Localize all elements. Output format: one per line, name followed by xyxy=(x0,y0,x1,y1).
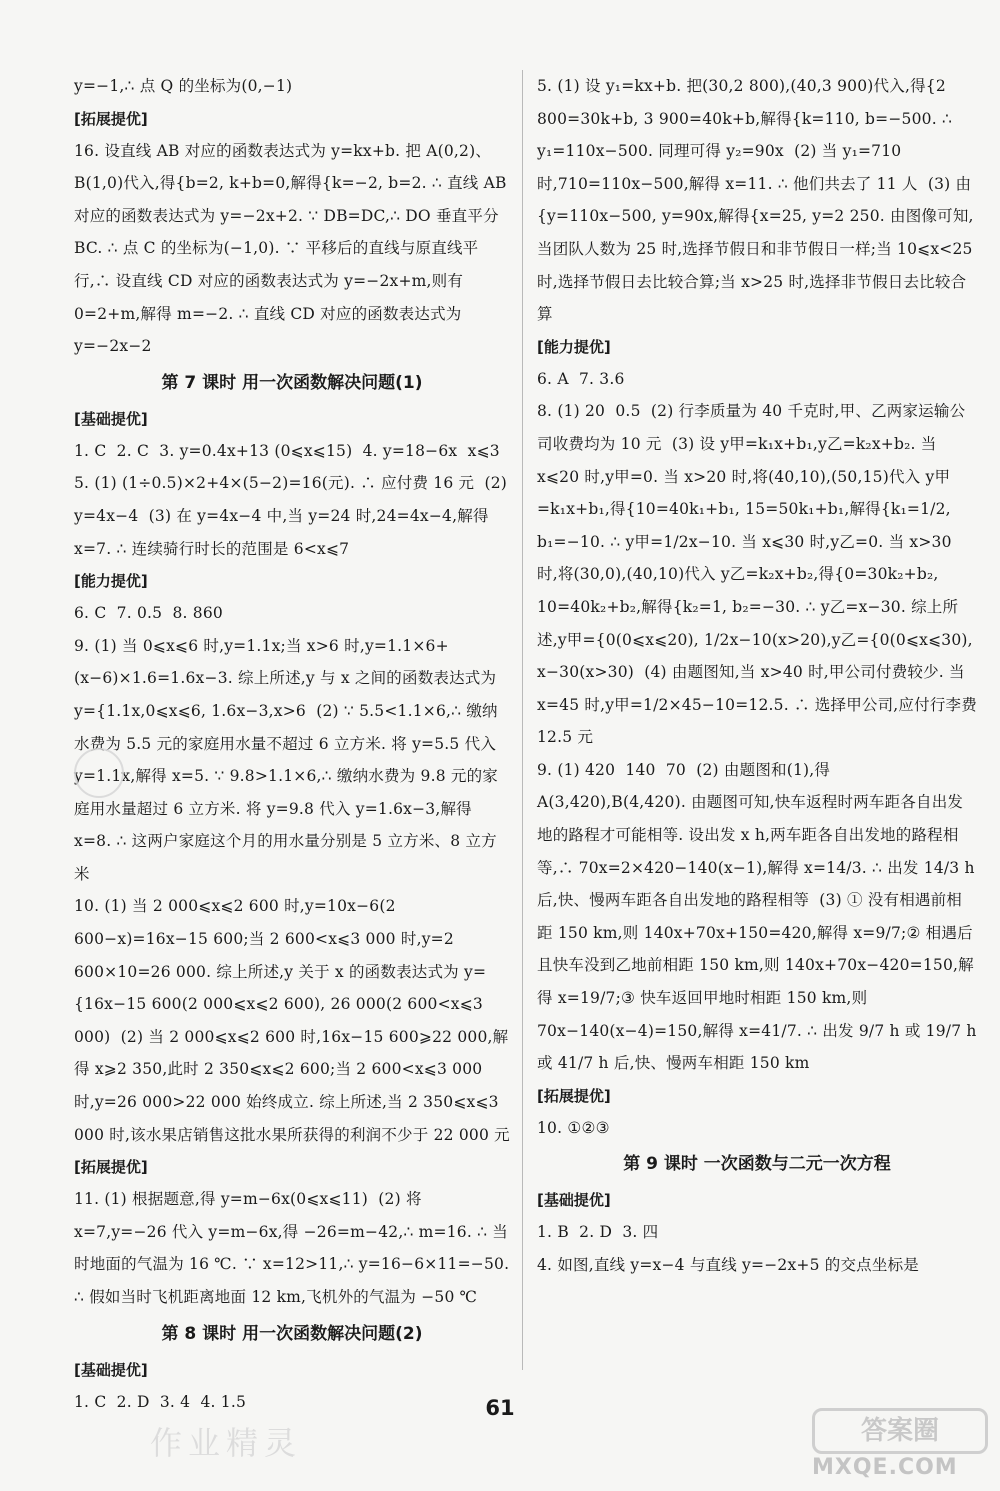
answer-paragraph: 9. (1) 当 0⩽x⩽6 时,y=1.1x;当 x>6 时,y=1.1×6+(x−6)×1.6=1.6x−3. 综上所述,y 与 x 之间的函数表达式为 y={1.1x,0⩽x⩽6, 1.6x−3,x>6 (2) ∵ 5.5<1.1×6,∴ 缴纳水费为 5.5 元的家庭用水量不超过 6 立方米. 将 y=5.5 代入 y=1.1x,解得 x=5. ∵ 9.8>1.1×6,∴ 缴纳水费为 9.8 元的家庭用水量超过 6 立方米. 将 y=9.8 代入 y=1.6x−3,解得 x=8. ∴ 这两户家庭这个月的用水量分别是 5 立方米、8 立方米 xyxy=(74,636,502,883)
section-tag: [能力提优] xyxy=(537,337,611,356)
answer-paragraph: 6. A 7. 3.6 xyxy=(537,369,625,388)
section-tag: [基础提优] xyxy=(537,1191,611,1210)
answer-paragraph: 1. C 2. D 3. 4 4. 1.5 xyxy=(74,1392,247,1411)
answer-paragraph: 11. (1) 根据题意,得 y=m−6x(0⩽x⩽11) (2) 将 x=7,y=−26 代入 y=m−6x,得 −26=m−42,∴ m=16. ∴ 当时地面的气温为 16 ℃. ∵ x=12>11,∴ y=16−6×11=−50. ∴ 假如当时飞机距离地面 12 km,飞机外的气温为 −50 ℃ xyxy=(74,1190,515,1306)
answer-paragraph: 5. (1) 设 y₁=kx+b. 把(30,2 800),(40,3 900)代入,得{2 800=30k+b, 3 900=40k+b,解得{k=110, b=−500. ∴ y₁=110x−500. 同理可得 y₂=90x (2) 当 y₁=710 时,710=110x−500,解得 x=11. ∴ 他们共去了 11 人 (3) 由{y=110x−500, y=90x,解得{x=25, y=2 250. 由图像可知,当团队人数为 25 时,选择节假日和非节假日一样;当 10⩽x<25 时,选择节假日去比较合算;当 x>25 时,选择非节假日去比较合算 xyxy=(537,77,978,324)
answer-paragraph: 5. (1) (1÷0.5)×2+4×(5−2)=16(元). ∴ 应付费 16 元 (2) y=4x−4 (3) 在 y=4x−4 中,当 y=24 时,24=4x−4,解得 x=7. ∴ 连续骑行时长的范围是 6<x⩽7 xyxy=(74,474,513,558)
section-tag: [基础提优] xyxy=(74,409,148,428)
answer-paragraph: 6. C 7. 0.5 8. 860 xyxy=(74,604,223,623)
left-column xyxy=(74,70,515,1418)
watermark-text: 作业精灵 xyxy=(150,1424,303,1462)
section-tag: [拓展提优] xyxy=(537,1086,611,1105)
watermark-logo: 答案圈 xyxy=(812,1408,988,1454)
lesson-heading: 第 9 课时 一次函数与二元一次方程 xyxy=(623,1154,891,1175)
answer-paragraph: 1. C 2. C 3. y=0.4x+13 (0⩽x⩽15) 4. y=18−6x x⩽3 xyxy=(74,441,500,460)
section-tag: [能力提优] xyxy=(74,572,148,591)
answer-paragraph: y=−1,∴ 点 Q 的坐标为(0,−1) xyxy=(74,77,293,95)
right-column xyxy=(537,70,983,1282)
page-number: 61 xyxy=(485,1396,515,1420)
answer-paragraph: 10. ①②③ xyxy=(537,1118,610,1137)
lesson-heading: 第 8 课时 用一次函数解决问题(2) xyxy=(161,1323,423,1344)
section-tag: [拓展提优] xyxy=(74,1158,148,1177)
answer-paragraph: 1. B 2. D 3. 四 xyxy=(537,1223,659,1242)
section-tag: [拓展提优] xyxy=(74,109,148,128)
section-tag: [基础提优] xyxy=(74,1360,148,1379)
answer-paragraph: 10. (1) 当 2 000⩽x⩽2 600 时,y=10x−6(2 600−x)=16x−15 600;当 2 600<x⩽3 000 时,y=2 600×10=26 000. 综上所述,y 关于 x 的函数表达式为 y={16x−15 600(2 000⩽x⩽2 600), 26 000(2 600<x⩽3 000) (2) 当 2 000⩽x⩽2 600 时,16x−15 600⩾22 000,解得 x⩾2 350,此时 2 350⩽x⩽2 600;当 2 600<x⩽3 000 时,y=26 000>22 000 始终成立. 综上所述,当 2 350⩽x⩽3 000 时,该水果店销售这批水果所获得的利润不少于 22 000 元 xyxy=(74,897,510,1144)
watermark-url: MXQE.COM xyxy=(812,1455,958,1480)
column-divider xyxy=(522,70,523,1370)
answer-paragraph: 16. 设直线 AB 对应的函数表达式为 y=kx+b. 把 A(0,2)、B(1,0)代入,得{b=2, k+b=0,解得{k=−2, b=2. ∴ 直线 AB 对应的函数表达式为 y=−2x+2. ∵ DB=DC,∴ DO 垂直平分 BC. ∴ 点 C 的坐标为(−1,0). ∵ 平移后的直线与原直线平行,∴ 设直线 CD 对应的函数表达式为 y=−2x+m,则有 0=2+m,解得 m=−2. ∴ 直线 CD 对应的函数表达式为 y=−2x−2 xyxy=(74,141,512,356)
answer-paragraph: 4. 如图,直线 y=x−4 与直线 y=−2x+5 的交点坐标是 xyxy=(537,1256,919,1274)
answer-paragraph: 8. (1) 20 0.5 (2) 行李质量为 40 千克时,甲、乙两家运输公司收费均为 10 元 (3) 设 y甲=k₁x+b₁,y乙=k₂x+b₂. 当 x⩽20 时,y甲=0. 当 x>20 时,将(40,10),(50,15)代入 y甲=k₁x+b₁,得{10=40k₁+b₁, 15=50k₁+b₁,解得{k₁=1/2, b₁=−10. ∴ y甲=1/2x−10. 当 x⩽30 时,y乙=0. 当 x>30 时,将(30,0),(40,10)代入 y乙=k₂x+b₂,得{0=30k₂+b₂, 10=40k₂+b₂,解得{k₂=1, b₂=−30. ∴ y乙=x−30. 综上所述,y甲={0(0⩽x⩽20), 1/2x−10(x>20),y乙={0(0⩽x⩽30), x−30(x>30) (4) 由题图知,当 x>40 时,甲公司付费较少. 当 x=45 时,y甲=1/2×45−10=12.5. ∴ 选择甲公司,应付行李费 12.5 元 xyxy=(537,402,983,747)
lesson-heading: 第 7 课时 用一次函数解决问题(1) xyxy=(161,372,423,393)
answer-paragraph: 9. (1) 420 140 70 (2) 由题图和(1),得 A(3,420),B(4,420). 由题图可知,快车返程时两车距各自出发地的路程才可能相等. 设出发 x h,两车距各自出发地的路程相等,∴ 70x=2×420−140(x−1),解得 x=14/3. ∴ 出发 14/3 h 后,快、慢两车距各自出发地的路程相等 (3) ① 没有相遇前相距 150 km,则 140x+70x+150=420,解得 x=9/7;② 相遇后且快车没到乙地前相距 150 km,则 140x+70x−420=150,解得 x=19/7;③ 快车返回甲地时相距 150 km,则 70x−140(x−4)=150,解得 x=41/7. ∴ 出发 9/7 h 或 19/7 h 或 41/7 h 后,快、慢两车相距 150 km xyxy=(537,760,982,1073)
stamp-image xyxy=(74,748,124,798)
